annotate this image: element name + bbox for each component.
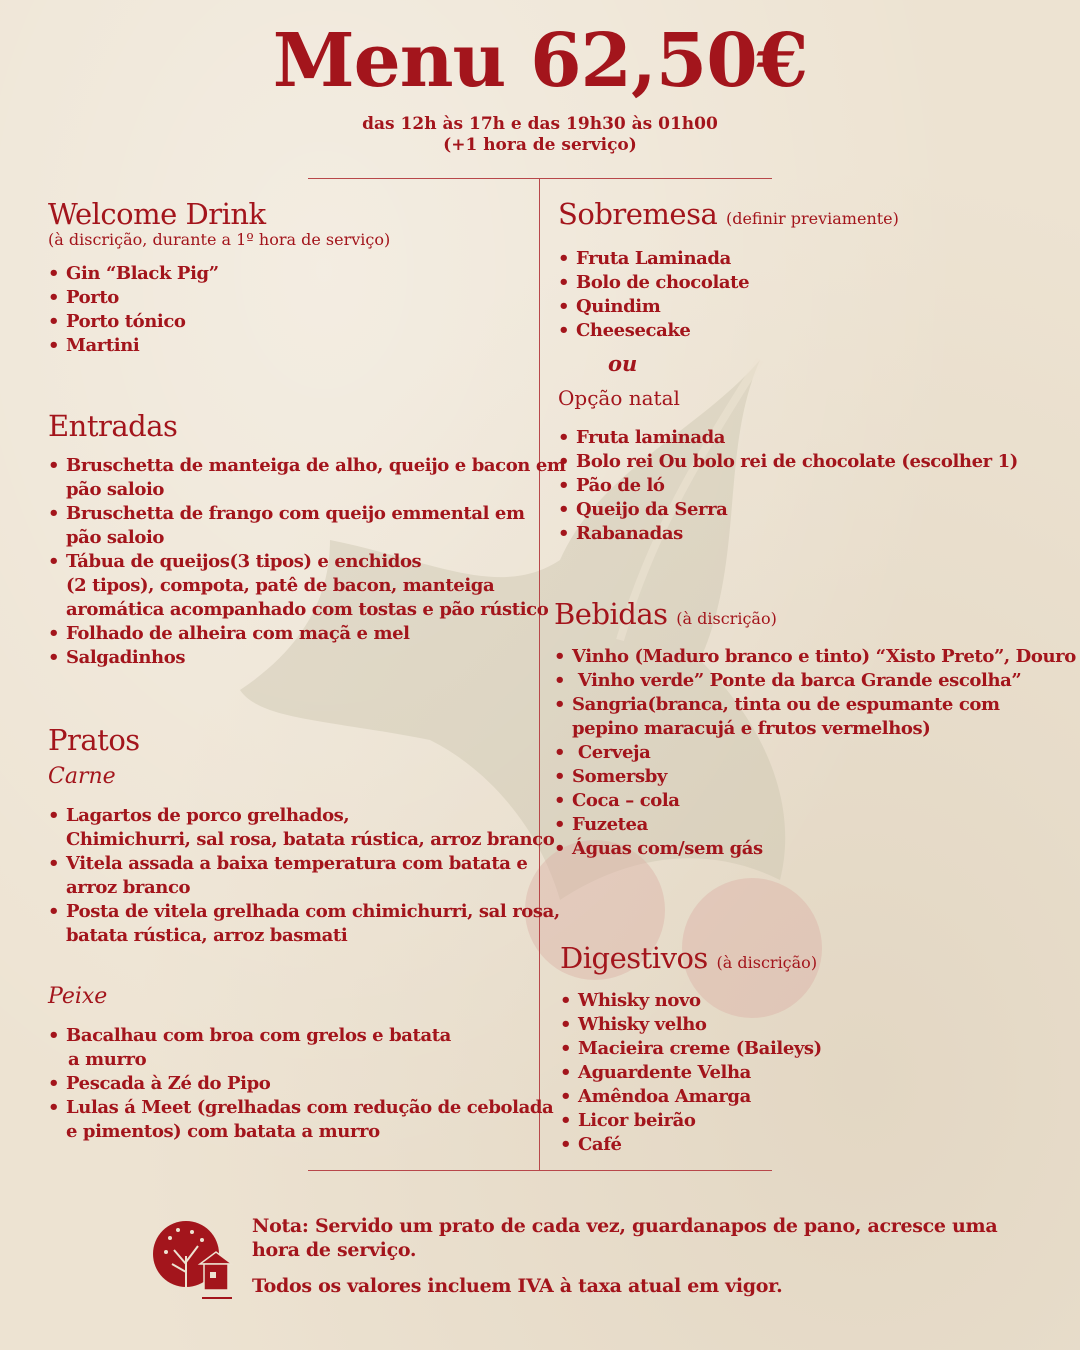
opcao-natal-label: Opção natal xyxy=(558,386,680,410)
list-item: • Pão de ló xyxy=(558,474,1018,498)
list-item: • Bruschetta de manteiga de alho, queijo e bacon em pão saloio xyxy=(48,454,566,502)
list-item: • Posta de vitela grelhada com chimichurri, sal rosa, batata rústica, arroz basmati xyxy=(48,900,560,948)
tree-and-house-logo-icon xyxy=(152,1216,236,1300)
peixe-label: Peixe xyxy=(48,984,108,1009)
list-item: • Porto xyxy=(48,286,390,310)
list-item: • Queijo da Serra xyxy=(558,498,1018,522)
sobremesa-subtitle: (definir previamente) xyxy=(725,209,899,228)
list-item: • Aguardente Velha xyxy=(560,1061,822,1085)
list-item: • Macieira creme (Baileys) xyxy=(560,1037,822,1061)
list-item: • Sangria(branca, tinta ou de espumante com pepino maracujá e frutos vermelhos) xyxy=(554,693,1076,741)
list-item: • Bruschetta de frango com queijo emmental em pão saloio xyxy=(48,502,566,550)
pratos-heading: Pratos xyxy=(48,723,140,757)
digestivos-heading: Digestivos (à discrição) xyxy=(560,941,818,975)
list-item: • Lulas á Meet (grelhadas com redução de cebolada e pimentos) com batata a murro xyxy=(48,1096,560,1144)
list-item: • Bolo rei Ou bolo rei de chocolate (escolher 1) xyxy=(558,450,1018,474)
entradas-heading: Entradas xyxy=(48,409,178,443)
list-item: • Tábua de queijos(3 tipos) e enchidos (2 tipos), compota, patê de bacon, manteiga aromática acompanhado com tostas e pão rústico xyxy=(48,550,566,622)
hours-line-2: (+1 hora de serviço) xyxy=(443,135,637,155)
entradas-section xyxy=(48,410,566,670)
list-item: • Martini xyxy=(48,334,390,358)
list-item: • Lagartos de porco grelhados, Chimichurri, sal rosa, batata rústica, arroz branco xyxy=(48,804,560,852)
list-item: • Fruta laminada xyxy=(558,426,1018,450)
list-item: • Coca – cola xyxy=(554,789,1076,813)
list-item: • Bacalhau com broa com grelos e batata a murro xyxy=(48,1024,560,1072)
list-item: • Somersby xyxy=(554,765,1076,789)
list-item: • Rabanadas xyxy=(558,522,1018,546)
note-line-3: Todos os valores incluem IVA à taxa atual em vigor. xyxy=(252,1275,783,1297)
welcome-subtitle: (à discrição, durante a 1º hora de serviço) xyxy=(48,230,391,249)
carne-label: Carne xyxy=(48,764,116,789)
list-item: • Licor beirão xyxy=(560,1109,822,1133)
list-item: • Vitela assada a baixa temperatura com batata e arroz branco xyxy=(48,852,560,900)
list-item: • Whisky velho xyxy=(560,1013,822,1037)
list-item: • Águas com/sem gás xyxy=(554,837,1076,861)
list-item: • Salgadinhos xyxy=(48,646,566,670)
bebidas-section xyxy=(554,598,1076,861)
list-item: • Café xyxy=(560,1133,822,1157)
welcome-heading: Welcome Drink xyxy=(48,197,266,231)
list-item: • Fuzetea xyxy=(554,813,1076,837)
list-item: • Folhado de alheira com maçã e mel xyxy=(48,622,566,646)
service-hours xyxy=(0,114,1080,156)
digestivos-subtitle: (à discrição) xyxy=(716,953,818,972)
list-item: • Pescada à Zé do Pipo xyxy=(48,1072,560,1096)
sobremesa-section xyxy=(558,198,1018,546)
list-item: • Gin “Black Pig” xyxy=(48,262,390,286)
hours-line-1: das 12h às 17h e das 19h30 às 01h00 xyxy=(362,114,718,134)
bebidas-subtitle: (à discrição) xyxy=(676,609,777,628)
list-item: • Whisky novo xyxy=(560,989,822,1013)
note-line-1: Nota: Servido um prato de cada vez, guardanapos de pano, acresce uma xyxy=(252,1215,998,1237)
list-item: • Bolo de chocolate xyxy=(558,271,1018,295)
list-item: • Quindim xyxy=(558,295,1018,319)
bottom-divider xyxy=(308,1170,772,1171)
list-item: • Amêndoa Amarga xyxy=(560,1085,822,1109)
ou-label: ou xyxy=(608,351,638,376)
footer-note xyxy=(252,1214,997,1298)
menu-title: Menu 62,50€ xyxy=(272,18,808,104)
list-item: • Vinho verde” Ponte da barca Grande escolha” xyxy=(554,669,1076,693)
sobremesa-heading: Sobremesa (definir previamente) xyxy=(558,197,899,231)
digestivos-section xyxy=(560,942,822,1157)
note-line-2: hora de serviço. xyxy=(252,1239,417,1261)
list-item: • Vinho (Maduro branco e tinto) “Xisto Preto”, Douro xyxy=(554,645,1076,669)
pratos-section xyxy=(48,724,560,1144)
top-divider xyxy=(308,178,772,179)
list-item: • Cheesecake xyxy=(558,319,1018,343)
list-item: • Cerveja xyxy=(554,741,1076,765)
list-item: • Fruta Laminada xyxy=(558,247,1018,271)
list-item: • Porto tónico xyxy=(48,310,390,334)
bebidas-heading: Bebidas (à discrição) xyxy=(554,597,777,631)
welcome-drink-section xyxy=(48,198,390,358)
